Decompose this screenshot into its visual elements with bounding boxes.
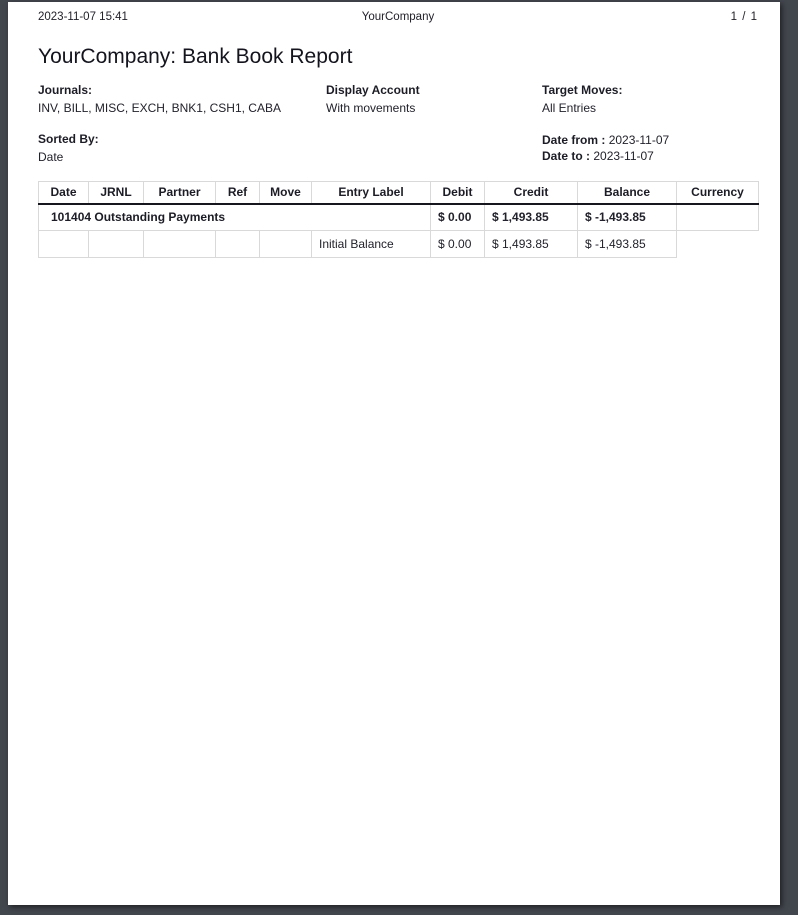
col-header-debit: Debit xyxy=(431,182,485,204)
page-title: YourCompany: Bank Book Report xyxy=(38,45,353,68)
date-from-label: Date from : xyxy=(542,133,609,147)
cell-date xyxy=(39,231,89,258)
filters-row-1 xyxy=(38,83,758,116)
filter-display-account xyxy=(326,83,542,116)
date-to-value: 2023-11-07 xyxy=(593,149,654,163)
page-number: 1 / 1 xyxy=(730,11,758,23)
table-row xyxy=(39,231,759,258)
col-header-currency: Currency xyxy=(677,182,759,204)
col-header-credit: Credit xyxy=(485,182,578,204)
filter-journals xyxy=(38,83,326,116)
target-moves-value: All Entries xyxy=(542,101,597,115)
cell-ref xyxy=(216,231,260,258)
col-header-jrnl: JRNL xyxy=(89,182,144,204)
cell-currency xyxy=(677,231,759,258)
running-header xyxy=(38,2,758,23)
cell-partner xyxy=(144,231,216,258)
sorted-by-value: Date xyxy=(38,150,64,164)
account-credit: $ 1,493.85 xyxy=(485,204,578,231)
col-header-ref: Ref xyxy=(216,182,260,204)
table-header-row xyxy=(39,182,759,204)
cell-balance: $ -1,493.85 xyxy=(578,231,677,258)
cell-jrnl xyxy=(89,231,144,258)
date-from-value: 2023-11-07 xyxy=(608,133,670,147)
bank-book-table xyxy=(38,181,759,258)
cell-credit: $ 1,493.85 xyxy=(485,231,578,258)
print-datetime: 2023-11-07 15:41 xyxy=(38,11,128,23)
account-balance: $ -1,493.85 xyxy=(578,204,677,231)
col-header-move: Move xyxy=(260,182,312,204)
display-account-value: With movements xyxy=(326,101,416,115)
account-summary-row xyxy=(39,204,759,231)
date-from xyxy=(542,132,758,148)
date-to-label: Date to : xyxy=(542,149,594,163)
report-content xyxy=(38,2,758,258)
account-name: 101404 Outstanding Payments xyxy=(39,204,431,231)
cell-move xyxy=(260,231,312,258)
col-header-balance: Balance xyxy=(578,182,677,204)
report-page xyxy=(8,2,780,905)
company-name: YourCompany xyxy=(361,11,435,23)
col-header-date: Date xyxy=(39,182,89,204)
filter-sorted-by xyxy=(38,132,326,165)
date-to xyxy=(542,148,758,164)
sorted-by-label: Sorted By: xyxy=(38,132,99,146)
filter-dates xyxy=(542,132,758,165)
col-header-partner: Partner xyxy=(144,182,216,204)
cell-entry-label: Initial Balance xyxy=(312,231,431,258)
filters-row-2 xyxy=(38,132,758,165)
journals-value: INV, BILL, MISC, EXCH, BNK1, CSH1, CABA xyxy=(38,101,281,115)
account-currency xyxy=(677,204,759,231)
col-header-entry-label: Entry Label xyxy=(312,182,431,204)
cell-debit: $ 0.00 xyxy=(431,231,485,258)
target-moves-label: Target Moves: xyxy=(542,83,623,97)
filter-spacer xyxy=(326,132,542,165)
filter-target-moves xyxy=(542,83,758,116)
journals-label: Journals: xyxy=(38,83,93,97)
account-debit: $ 0.00 xyxy=(431,204,485,231)
display-account-label: Display Account xyxy=(326,83,420,97)
